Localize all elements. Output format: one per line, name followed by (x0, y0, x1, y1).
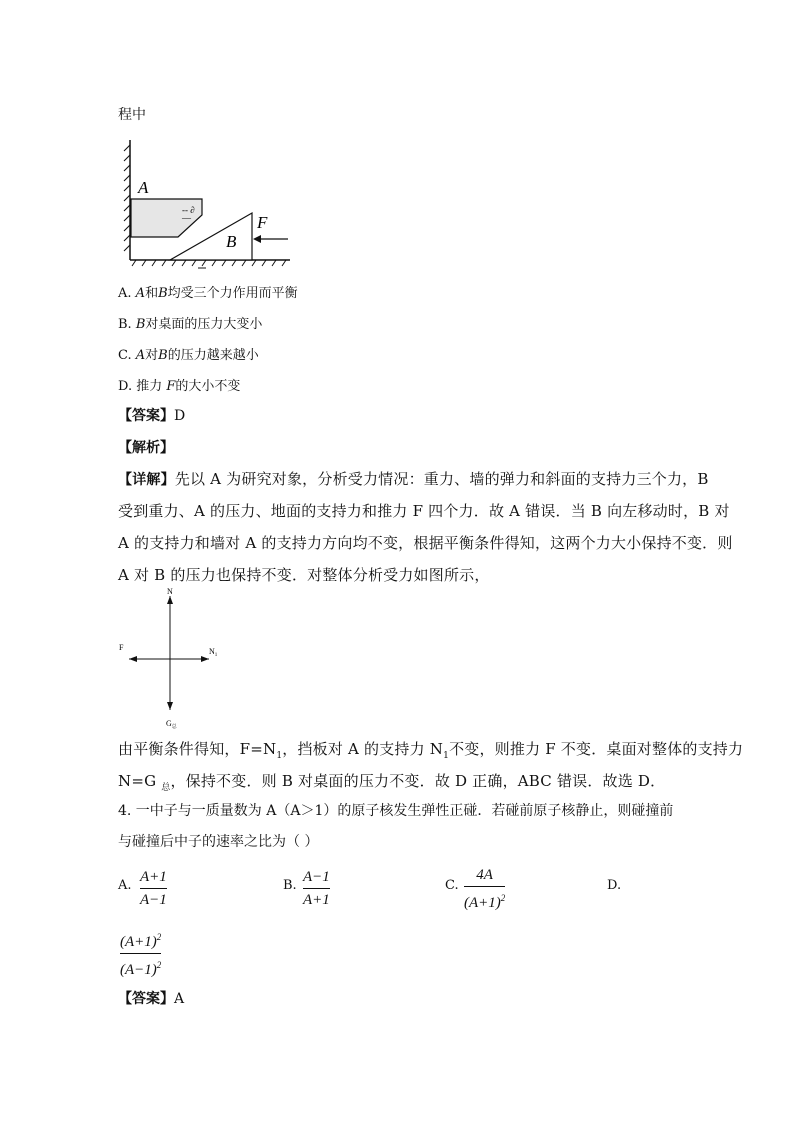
label-f: F (257, 213, 268, 232)
option-d: D. 推力 F的大小不变 (118, 379, 241, 394)
arrow-right (201, 656, 209, 662)
q4-option-a-letter: A. (118, 878, 132, 893)
detail-line-1: 【详解】先以 A 为研究对象，分析受力情况：重力、墙的弹力和斜面的支持力三个力，B (118, 470, 709, 488)
floor-hatch (132, 260, 286, 266)
q4-option-d-fraction: $(A+1)^2$ $(A-1)^2$ (120, 932, 162, 978)
label-f2: F (119, 643, 124, 652)
detail-line-4: A 对 B 的压力也保持不变．对整体分析受力如图所示， (118, 566, 490, 584)
q4-line-1: 4. 一中子与一质量数为 A（A＞1）的原子核发生弹性正碰．若碰前原子核静止，则碰撞前 (118, 803, 674, 819)
force-arrow-head (253, 235, 261, 243)
answer-line (118, 405, 185, 425)
label-g: $G_总$ (166, 719, 177, 730)
wall-hatch (124, 145, 130, 251)
label-a: A (138, 178, 149, 197)
wedge-block-figure (120, 135, 300, 275)
label-b: B (226, 232, 237, 251)
detail-line-3: A 的支持力和墙对 A 的支持力方向均不变，根据平衡条件得知，这两个力大小保持不变．则 (118, 534, 733, 552)
option-b: B. B对桌面的压力大变小 (118, 317, 263, 332)
answer-value: D (174, 408, 186, 424)
q4-option-a-fraction: A+1 A−1 (140, 869, 167, 908)
q4-option-b-fraction: A−1 A+1 (303, 869, 330, 908)
answer-label: 【答案】 (118, 408, 174, 424)
q4-line-2: 与碰撞后中子的速率之比为（ ） (118, 834, 319, 850)
detail-line-2: 受到重力、A 的压力、地面的支持力和推力 F 四个力．故 A 错误．当 B 向左移动时，B 对 (118, 502, 730, 520)
analysis-label: 【解析】 (118, 440, 174, 456)
conclusion-line-1: 由平衡条件得知，$F=N_1$，挡板对 A 的支持力 $N_1$不变，则推力 F 不变．桌面对整体的支持力 (118, 740, 744, 761)
force-diagram (115, 582, 225, 732)
q4-answer-line (118, 988, 184, 1008)
option-c: C. A对B的压力越来越小 (118, 348, 259, 363)
arrow-left (129, 656, 137, 662)
arrow-down (167, 702, 173, 710)
q4-option-d-letter: D. (607, 878, 622, 893)
arrow-up (167, 596, 173, 604)
label-n1: $N_1$ (209, 647, 218, 658)
conclusion-line-2: N=G $_总$，保持不变．则 B 对桌面的压力不变．故 D 正确，ABC 错误．故选 D． (118, 772, 666, 793)
q4-option-b-letter: B. (283, 878, 297, 893)
option-a: A. A和B均受三个力作用而平衡 (118, 286, 298, 301)
q4-answer-label: 【答案】 (118, 991, 174, 1007)
detail-label: 【详解】 (118, 472, 175, 488)
block-a-marks: -- ∂ (182, 205, 195, 215)
q4-option-c-letter: C. (445, 878, 459, 893)
continued-text: 程中 (118, 107, 146, 123)
q4-answer-value: A (174, 991, 185, 1007)
block-a-marks-2: — (182, 213, 191, 223)
label-n: N (167, 587, 173, 596)
q4-option-c-fraction: 4A $(A+1)^2$ (464, 867, 506, 911)
